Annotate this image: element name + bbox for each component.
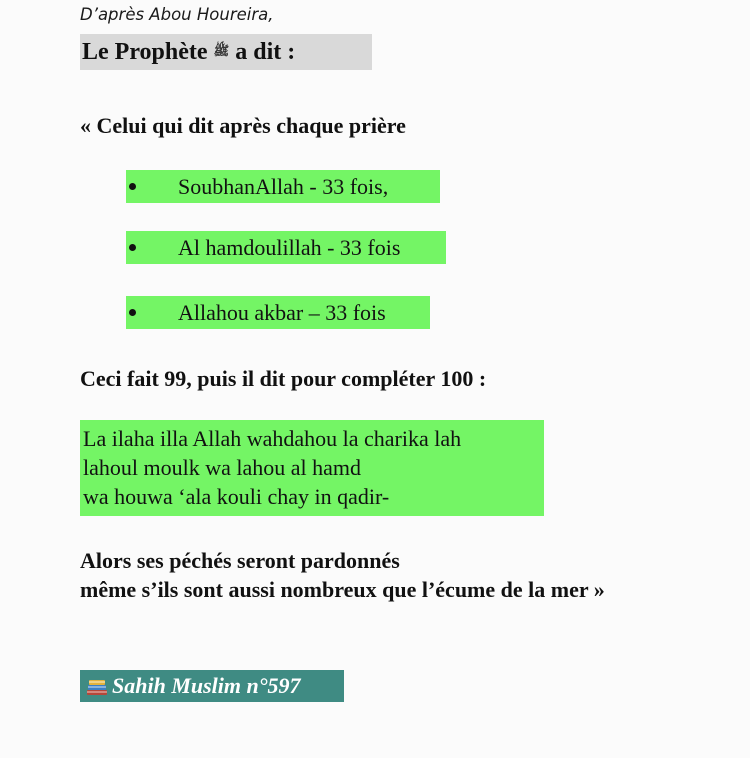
bullet-icon (129, 309, 136, 316)
list-item (126, 231, 446, 264)
completion-text: Ceci fait 99, puis il dit pour compléter 100 : (80, 366, 487, 391)
bullet-icon (129, 244, 136, 251)
list-item (126, 296, 430, 329)
prophet-label: Le Prophète (82, 39, 208, 65)
closing-line: Alors ses péchés seront pardonnés (80, 548, 400, 573)
prophet-heading (80, 34, 372, 70)
prophet-said-label: a dit : (235, 39, 296, 65)
salutation-symbol: ﷺ (213, 44, 230, 59)
dhikr-highlight (80, 420, 544, 516)
source-label: Sahih Muslim n°597 (112, 673, 301, 698)
list-item (126, 170, 440, 203)
hadith-opening: « Celui qui dit après chaque prière (80, 113, 406, 138)
dhikr-line: lahoul moulk wa lahou al hamd (83, 455, 361, 480)
intro-text: D’après Abou Houreira, (80, 5, 274, 24)
dhikr-line: La ilaha illa Allah wahdahou la charika lah (83, 426, 462, 451)
closing-line: même s’ils sont aussi nombreux que l’écume de la mer » (80, 577, 605, 602)
bullet-icon (129, 183, 136, 190)
list-item-text: SoubhanAllah - 33 fois, (178, 174, 389, 199)
list-item-text: Allahou akbar – 33 fois (178, 300, 386, 325)
dhikr-line: wa houwa ‘ala kouli chay in qadir- (83, 484, 390, 509)
list-item-text: Al hamdoulillah - 33 fois (178, 235, 401, 260)
source-badge (80, 670, 344, 702)
books-icon (86, 678, 108, 696)
